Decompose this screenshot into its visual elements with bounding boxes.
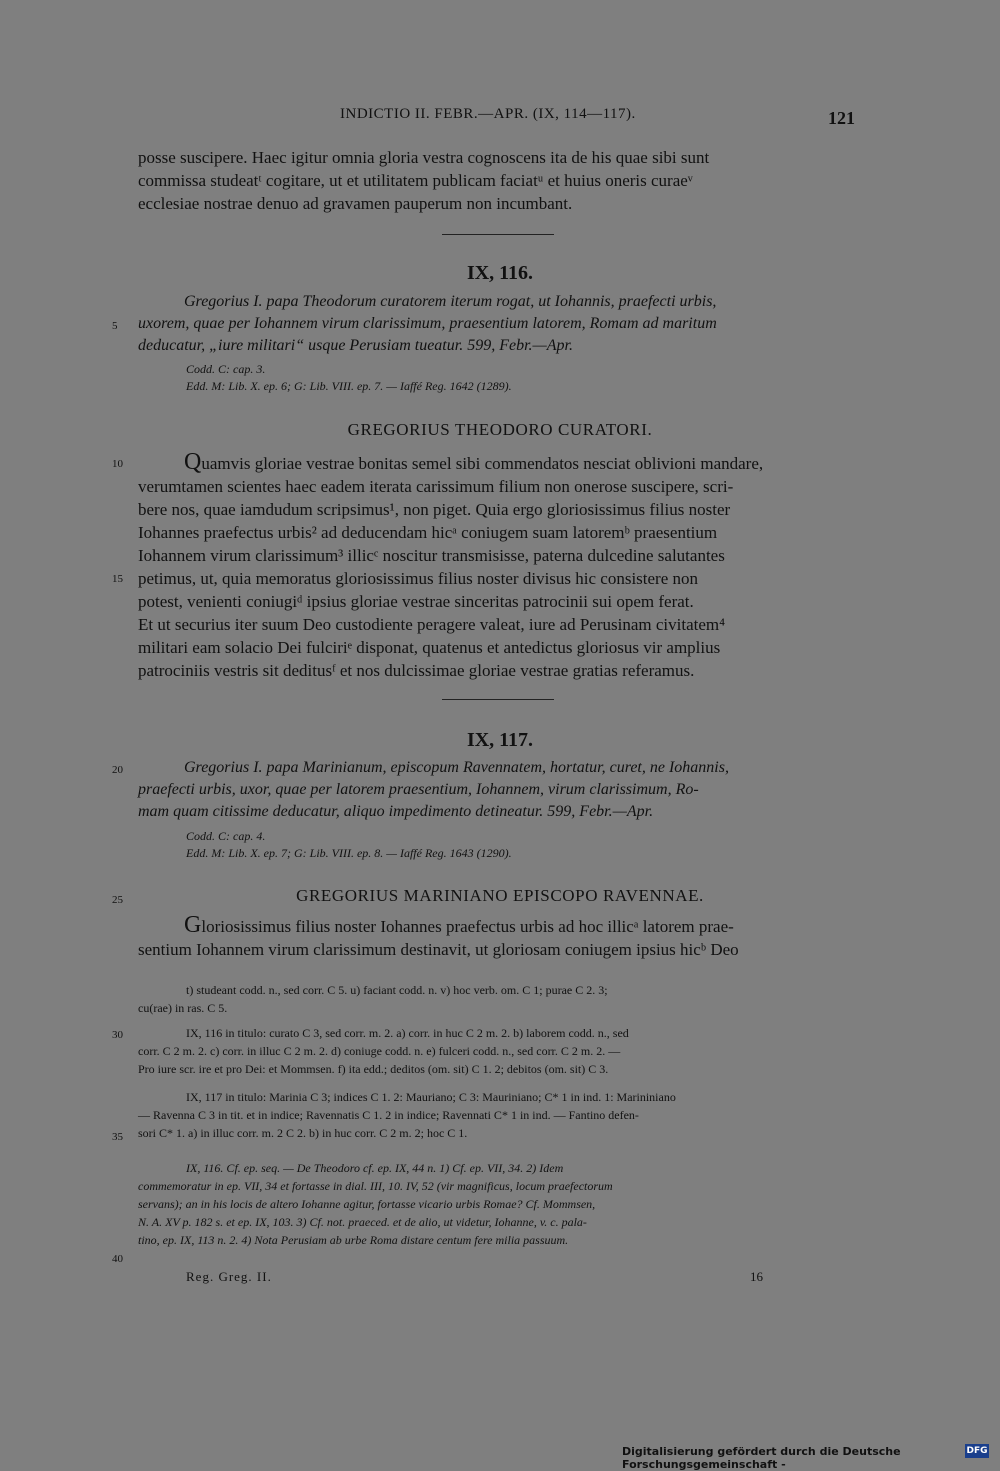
text-line-content: loriosissimus filius noster Iohannes praefectus urbis ad hoc illicᵃ latorem prae- <box>201 917 734 936</box>
note-line: tino, ep. IX, 113 n. 2. 4) Nota Perusiam ab urbe Roma distare centum fere milia passuum. <box>138 1233 569 1247</box>
summary-line: Gregorius I. papa Marinianum, episcopum Ravennatem, hortatur, curet, ne Iohannis, <box>184 759 729 776</box>
text-line: commissa studeatᵗ cogitare, ut et utilitatem publicam faciatᵘ et huius oneris curaeᵛ <box>138 171 693 190</box>
text-line: posse suscipere. Haec igitur omnia gloria vestra cognoscens ita de his quae sibi sunt <box>138 148 710 167</box>
summary-line: uxorem, quae per Iohannem virum clarissimum, praesentium latorem, Romam ad maritum <box>138 315 717 332</box>
line-number: 35 <box>112 1131 123 1143</box>
line-number: 5 <box>112 320 118 332</box>
letter-117-addressee: GREGORIUS MARINIANO EPISCOPO RAVENNAE. <box>296 886 704 905</box>
summary-line: deducatur, „iure militari“ usque Perusiam tueatur. 599, Febr.—Apr. <box>138 337 573 354</box>
note-line: IX, 116. Cf. ep. seq. — De Theodoro cf. ep. IX, 44 n. 1) Cf. ep. VII, 34. 2) Idem <box>186 1161 564 1175</box>
note-line: corr. C 2 m. 2. c) corr. in illuc C 2 m. 2. d) coniuge codd. n. e) fulceri codd. n., sed corr. C 2 m. 2. — <box>138 1044 621 1058</box>
line-number: 20 <box>112 764 123 776</box>
summary-line: mam quam citissime deducatur, aliquo impedimento detineatur. 599, Febr.—Apr. <box>138 803 654 820</box>
editions-line: Edd. M: Lib. X. ep. 6; G: Lib. VIII. ep. 7. — Iaffé Reg. 1642 (1289). <box>186 379 512 393</box>
letter-116-number: IX, 116. <box>466 262 534 284</box>
signature-mark: Reg. Greg. II. <box>186 1269 272 1284</box>
note-line: Pro iure scr. ire et pro Dei: et Mommsen. f) ita edd.; deditos (om. sit) C 1. 2; debitos (om. sit) C 3. <box>138 1062 609 1076</box>
apparatus-block <box>138 1088 856 1142</box>
section-divider <box>442 699 554 700</box>
opening-paragraph <box>138 146 856 215</box>
text-line: Iohannes praefectus urbis² ad deducendam hicᵃ coniugem suam latoremᵇ praesentium <box>138 523 718 542</box>
drop-cap: G <box>184 912 202 938</box>
text-line: Iohannem virum clarissimum³ illicᶜ noscitur transmisisse, paterna dulcedine salutantes <box>138 546 725 565</box>
note-line: t) studeant codd. n., sed corr. C 5. u) faciant codd. n. v) hoc verb. om. C 1; purae C 2. 3; <box>186 983 608 997</box>
commentary-block <box>138 1159 856 1249</box>
text-line: potest, venienti coniugiᵈ ipsius gloriae vestrae sinceritas patrocinii sui opem ferat. <box>138 592 694 611</box>
note-line: — Ravenna C 3 in tit. et in indice; Ravennatis C 1. 2 in indice; Ravennati C* 1 in ind. — Fantino defen- <box>138 1108 639 1122</box>
codices-line: Codd. C: cap. 4. <box>186 829 266 843</box>
note-line: servans); an in his locis de altero Iohanne agitur, fortasse vicario urbis Romae? Cf. Mommsen, <box>138 1197 596 1211</box>
text-line: verumtamen scientes haec eadem iterata carissimum filium non onerose suscipere, scri- <box>138 477 734 496</box>
text-line <box>138 914 856 938</box>
line-number: 15 <box>112 573 123 585</box>
text-line: ecclesiae nostrae denuo ad gravamen pauperum non incumbant. <box>138 194 573 213</box>
text-line: Et ut securius iter suum Deo custodiente peragere valeat, iure ad Perusinam civitatem⁴ <box>138 615 726 634</box>
text-line: patrociniis vestris sit deditusᶠ et nos dulcissimae gloriae vestrae gratias referamus. <box>138 661 695 680</box>
letter-117-codices <box>186 828 512 862</box>
note-line: IX, 116 in titulo: curato C 3, sed corr. m. 2. a) corr. in huc C 2 m. 2. b) laborem codd. n., sed <box>186 1026 629 1040</box>
letter-116-text <box>138 451 856 682</box>
note-line: IX, 117 in titulo: Marinia C 3; indices C 1. 2: Mauriano; C 3: Mauriniano; C* 1 in ind. 1: Marininiano <box>186 1090 676 1104</box>
text-line-content: uamvis gloriae vestrae bonitas semel sibi commendatos nesciat oblivioni mandare, <box>201 454 764 473</box>
gathering-number: 16 <box>750 1269 763 1284</box>
line-number: 25 <box>112 894 123 906</box>
dfg-logo-icon: DFG <box>966 1446 988 1456</box>
text-line <box>138 451 856 475</box>
note-line: sori C* 1. a) in illuc corr. m. 2 C 2. b) in huc corr. C 2 m. 2; hoc C 1. <box>138 1126 468 1140</box>
text-line: bere nos, quae iamdudum scripsimus¹, non piget. Quia ergo gloriosissimus filius noster <box>138 500 731 519</box>
text-line: sentium Iohannem virum clarissimum destinavit, ut gloriosam coniugem ipsius hicᵇ Deo <box>138 940 739 959</box>
drop-cap: Q <box>184 449 202 475</box>
text-line: militari eam solacio Dei fulciriᵉ disponat, quatenus et antedictus gloriosus vir amplius <box>138 638 721 657</box>
note-line: N. A. XV p. 182 s. et ep. IX, 103. 3) Cf. not. praeced. et de alio, ut videtur, Iohanne, v. c. pala- <box>138 1215 587 1229</box>
line-number: 10 <box>112 458 123 470</box>
section-divider <box>442 234 554 235</box>
letter-117-text <box>138 914 856 961</box>
summary-line: praefecti urbis, uxor, quae per latorem praesentium, Iohannem, virum clarissimum, Ro- <box>138 781 699 798</box>
running-title: INDICTIO II. FEBR.—APR. (IX, 114—117). <box>340 106 636 122</box>
apparatus-block <box>138 981 856 1017</box>
note-line: commemoratur in ep. VII, 34 et fortasse in dial. III, 10. IV, 52 (vir magnificus, locum praefectorum <box>138 1179 613 1193</box>
codices-line: Codd. C: cap. 3. <box>186 362 266 376</box>
letter-116-addressee: GREGORIUS THEODORO CURATORI. <box>347 420 653 439</box>
apparatus-block <box>138 1024 856 1078</box>
text-line: petimus, ut, quia memoratus gloriosissimus filius noster divisus hic consistere non <box>138 569 699 588</box>
page-number: 121 <box>828 108 855 128</box>
line-number: 30 <box>112 1029 123 1041</box>
note-line: cu(rae) in ras. C 5. <box>138 1001 228 1015</box>
summary-line: Gregorius I. papa Theodorum curatorem iterum rogat, ut Iohannis, praefecti urbis, <box>184 293 717 310</box>
letter-116-codices <box>186 361 512 395</box>
line-number: 40 <box>112 1253 123 1265</box>
funding-credit: Digitalisierung gefördert durch die Deutsche Forschungsgemeinschaft - <box>622 1445 901 1471</box>
letter-117-summary <box>138 757 856 823</box>
editions-line: Edd. M: Lib. X. ep. 7; G: Lib. VIII. ep. 8. — Iaffé Reg. 1643 (1290). <box>186 846 512 860</box>
letter-117-number: IX, 117. <box>466 729 534 751</box>
letter-116-summary <box>138 291 856 357</box>
